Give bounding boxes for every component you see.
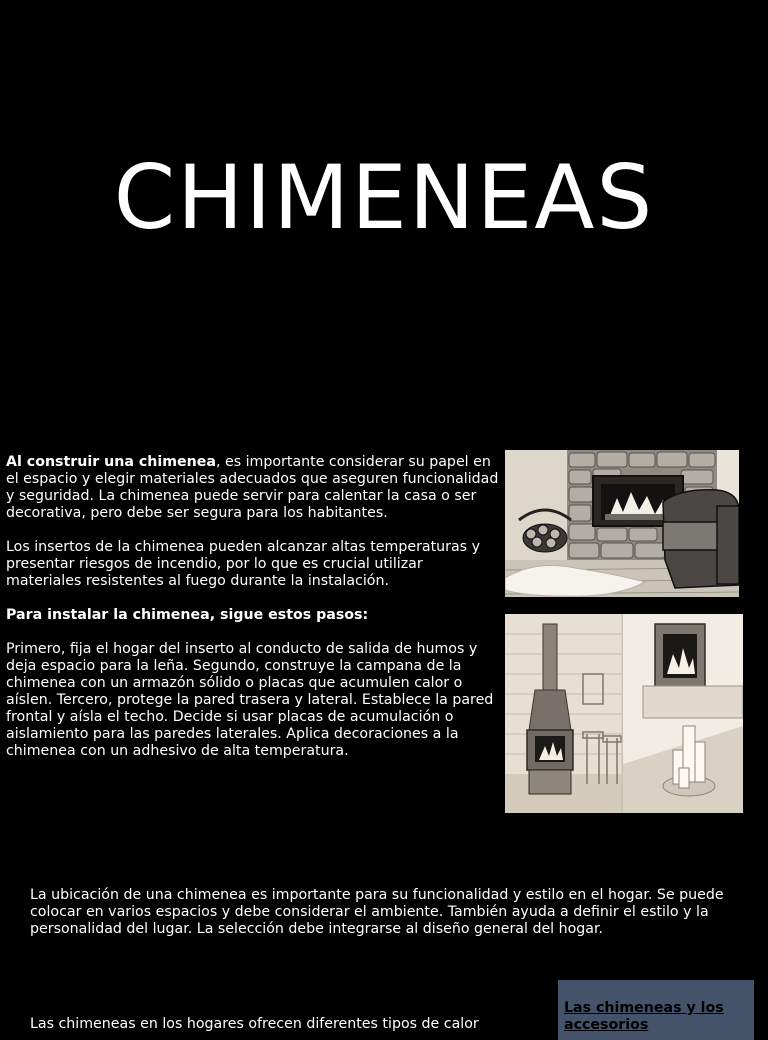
intro-paragraph <box>6 454 500 522</box>
intro-bold-lead: Al construir una chimenea <box>6 454 216 470</box>
steps-paragraph: Primero, fija el hogar del inserto al conducto de salida de humos y deja espacio para la leña. Segundo, construye la campana de la chimenea con un armazón sólido o placas que acumulen calor o aíslen. Tercero, protege la pared trasera y lateral. Establece la pared frontal y aísla el techo. Decide si usar placas de acumulación o aislamiento para las paredes laterales. Aplica decoraciones a la chimenea con un adhesivo de alta temperatura. <box>6 641 494 759</box>
related-article-link[interactable]: Las chimeneas y los accesorios <box>564 1000 724 1033</box>
related-link-box <box>558 980 754 1040</box>
heat-types-paragraph: Las chimeneas en los hogares ofrecen diferentes tipos de calor <box>30 1016 479 1032</box>
steps-heading: Para instalar la chimenea, sigue estos pasos: <box>6 607 369 623</box>
fireplace-living-room-illustration <box>505 450 739 597</box>
location-paragraph: La ubicación de una chimenea es importante para su funcionalidad y estilo en el hogar. Se puede colocar en varios espacios y debe considerar el ambiente. También ayuda a definir el estilo y la personalidad del lugar. La selección debe integrarse al diseño general del hogar. <box>30 887 724 937</box>
inserts-paragraph: Los insertos de la chimenea pueden alcanzar altas temperaturas y presentar riesgos de incendio, por lo que es crucial utilizar materiales resistentes al fuego durante la instalación. <box>6 539 480 589</box>
fireplace-styles-illustration <box>505 614 743 813</box>
page-title: CHIMENEAS <box>113 146 655 249</box>
intro-text: , es importante considerar su papel en el espacio y elegir materiales adecuados que aseguren funcionalidad y seguridad. La chimenea puede servir para calentar la casa o ser decorativa, pero debe ser segura para los habitantes. <box>6 454 499 521</box>
article-body <box>6 454 500 777</box>
